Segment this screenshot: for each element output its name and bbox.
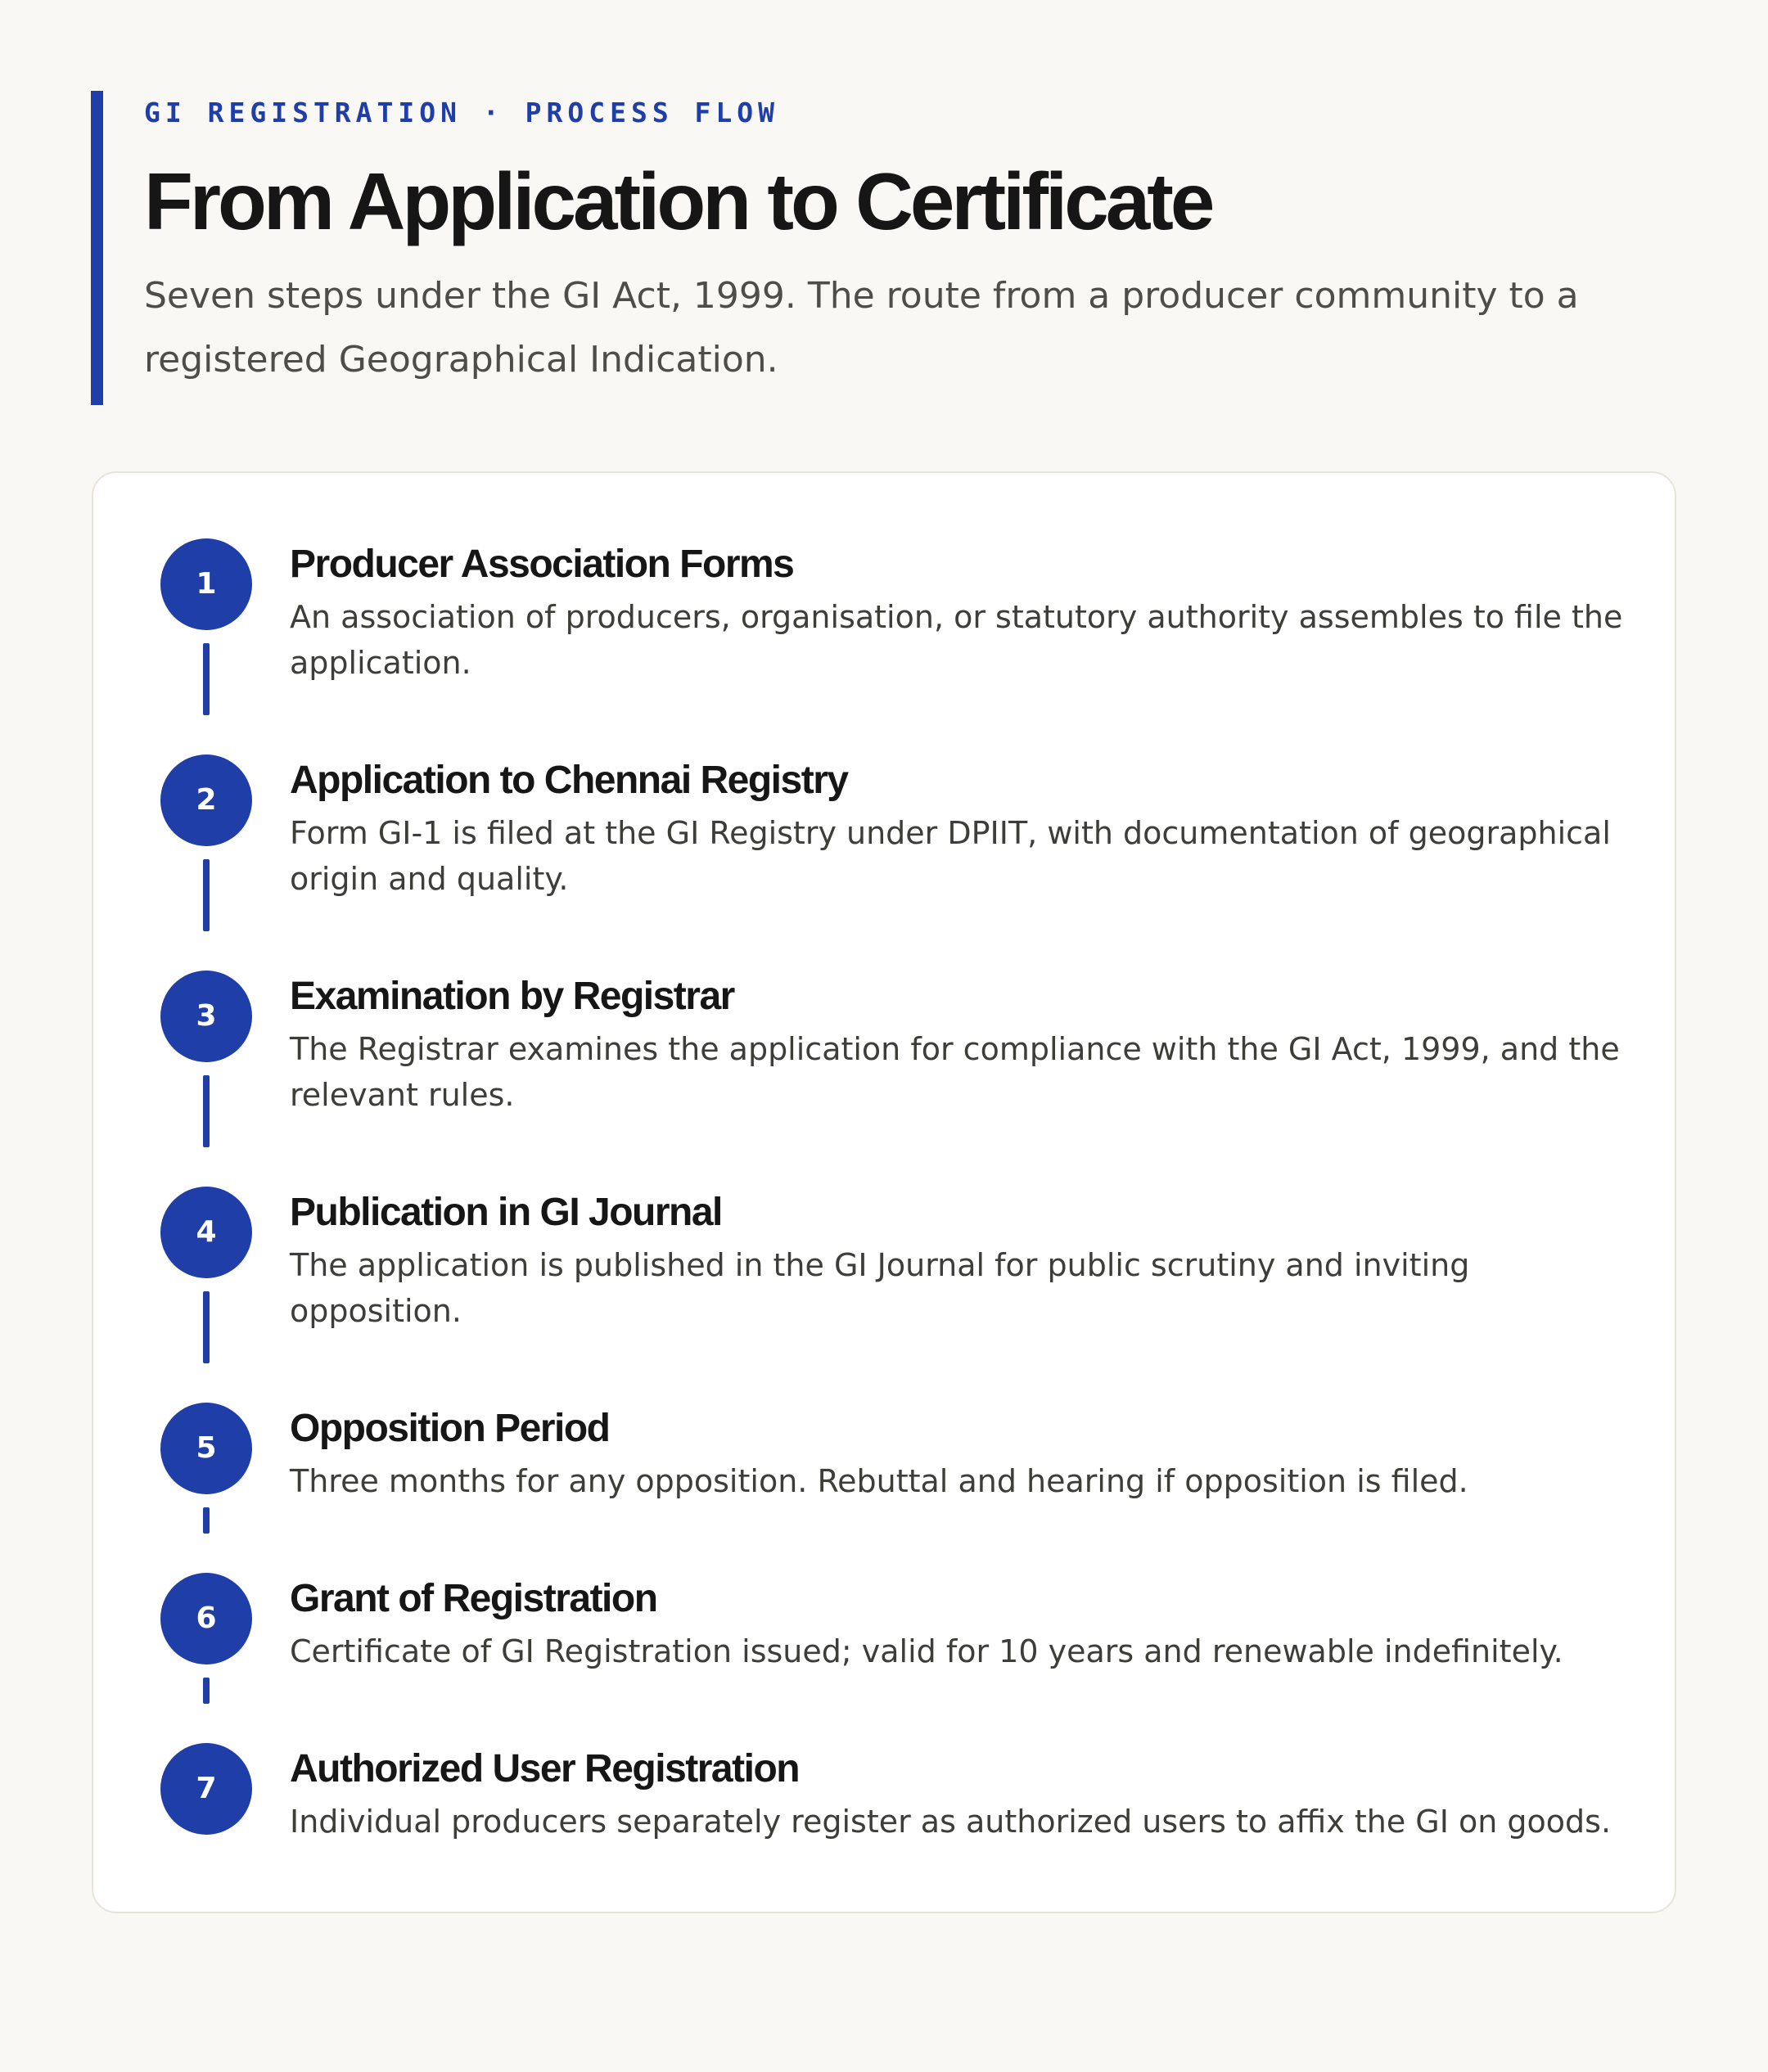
- step-title: Authorized User Registration: [290, 1747, 800, 1790]
- step-title: Examination by Registrar: [290, 975, 734, 1018]
- step-description: An association of producers, organisation, or statutory authority assembles to file the application.: [290, 599, 1623, 681]
- page-title: From Application to Certificate: [144, 156, 1212, 246]
- step-connector-line: [203, 1075, 210, 1147]
- step-description: Individual producers separately register as authorized users to affix the GI on goods.: [290, 1804, 1612, 1840]
- step-title: Grant of Registration: [290, 1577, 657, 1620]
- step-number-badge: 3: [160, 971, 252, 1062]
- step-description: Form GI-1 is filed at the GI Registry under DPIIT, with documentation of geographical origin and quality.: [290, 815, 1611, 897]
- step-description: The Registrar examines the application for compliance with the GI Act, 1999, and the relevant rules.: [290, 1031, 1620, 1113]
- step-number-badge: 7: [160, 1743, 252, 1835]
- step-connector-line: [203, 859, 210, 931]
- step-description: Certificate of GI Registration issued; valid for 10 years and renewable indefinitely.: [290, 1633, 1563, 1669]
- step-title: Publication in GI Journal: [290, 1191, 722, 1234]
- step-description: Three months for any opposition. Rebuttal and hearing if opposition is filed.: [290, 1463, 1468, 1499]
- step-connector-line: [203, 1291, 210, 1363]
- step-number-badge: 6: [160, 1573, 252, 1664]
- page-header: [91, 91, 1646, 405]
- step-connector-line: [203, 1507, 210, 1534]
- step-number-badge: 5: [160, 1403, 252, 1494]
- eyebrow-label: GI REGISTRATION · PROCESS FLOW: [144, 97, 780, 128]
- step-description: The application is published in the GI Journal for public scrutiny and inviting opposition.: [290, 1247, 1470, 1329]
- step-connector-line: [203, 1678, 210, 1704]
- step-number-badge: 2: [160, 754, 252, 846]
- step-number-badge: 4: [160, 1187, 252, 1278]
- step-number-badge: 1: [160, 538, 252, 630]
- step-title: Application to Chennai Registry: [290, 759, 848, 802]
- process-flow-card: [92, 471, 1676, 1913]
- step-title: Producer Association Forms: [290, 543, 794, 586]
- step-title: Opposition Period: [290, 1407, 610, 1450]
- page-subtitle: Seven steps under the GI Act, 1999. The route from a producer community to a registered Geographical Indication.: [144, 275, 1579, 381]
- step-connector-line: [203, 643, 210, 715]
